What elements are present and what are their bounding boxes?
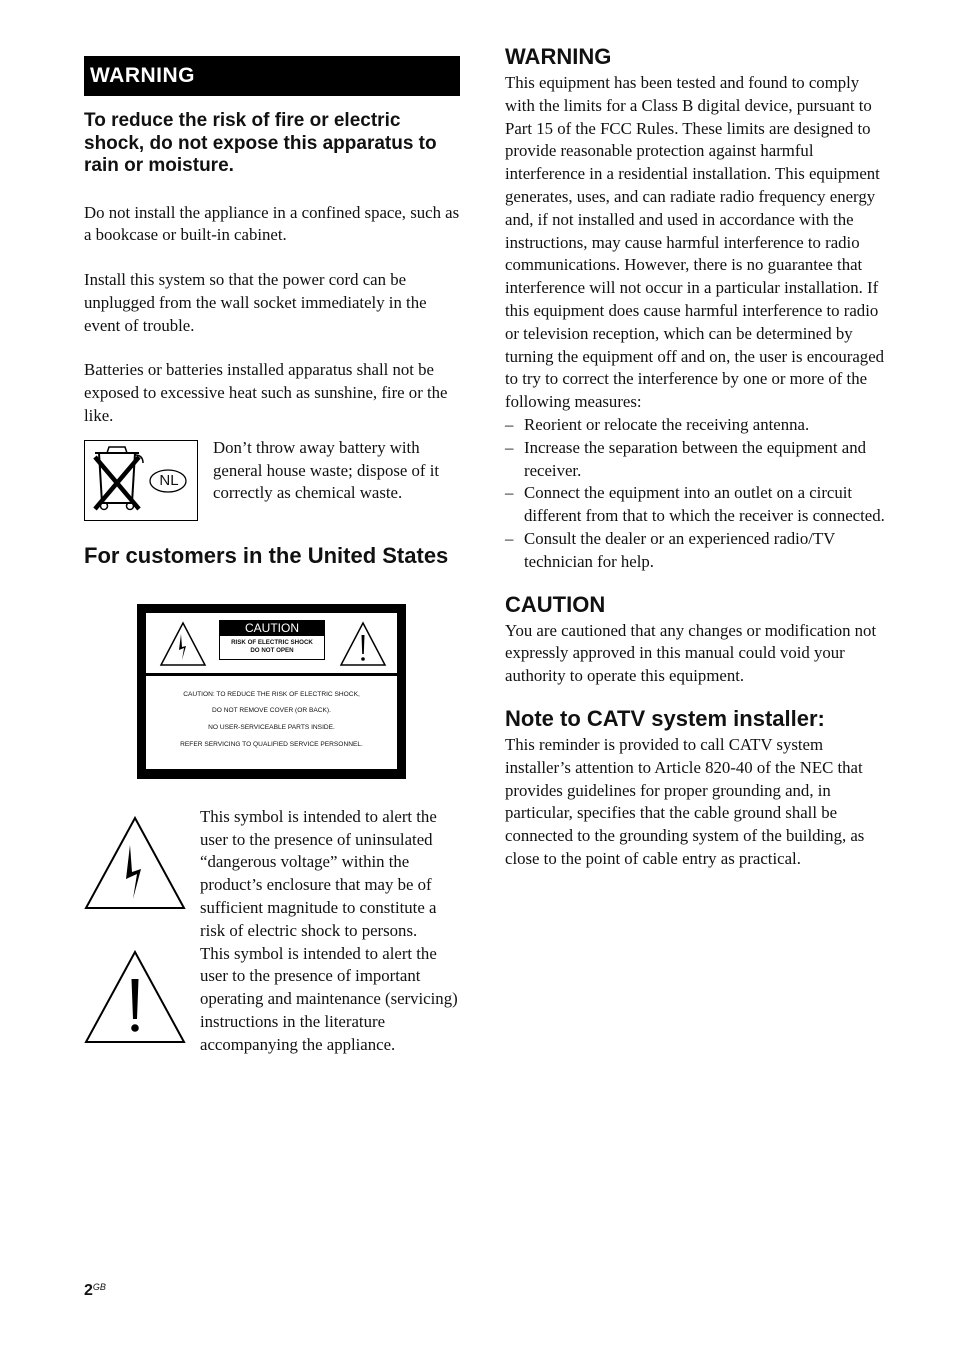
list-item: – Increase the separation between the equipment and receiver.	[505, 437, 866, 480]
caution-label-bottom	[145, 675, 398, 770]
para-batteries: Batteries or batteries installed apparatus shall not be exposed to excessive heat such as sunshine, fire or the like.	[84, 360, 448, 426]
right-column	[505, 44, 885, 871]
warning-bar: WARNING	[84, 56, 460, 96]
caution-label-sub1: RISK OF ELECTRIC SHOCK	[231, 638, 313, 646]
caution-label-line: DO NOT REMOVE COVER (OR BACK).	[212, 707, 331, 715]
caution-label-line: CAUTION: TO REDUCE THE RISK OF ELECTRIC SHOCK,	[183, 690, 360, 698]
catv-heading: Note to CATV system installer:	[505, 705, 825, 731]
list-item: – Consult the dealer or an experienced radio/TV technician for help.	[505, 528, 835, 571]
exclamation-triangle-icon	[338, 620, 388, 668]
battery-disposal	[84, 437, 460, 521]
caution-label-word: CAUTION	[220, 621, 324, 636]
lead-warning: To reduce the risk of fire or electric shock, do not expose this apparatus to rain or moisture.	[84, 110, 437, 176]
caution-text: You are cautioned that any changes or modification not expressly approved in this manual could void your authority to operate this equipment.	[505, 620, 877, 686]
caution-label-center	[219, 620, 325, 660]
caution-heading: CAUTION	[505, 591, 606, 617]
caution-label-line: NO USER-SERVICEABLE PARTS INSIDE.	[208, 724, 335, 732]
para-confined-space: Do not install the appliance in a confined space, such as a bookcase or built-in cabinet.	[84, 202, 460, 245]
interference-measures-list	[505, 414, 885, 574]
fcc-warning-heading: WARNING	[505, 44, 612, 69]
battery-disposal-text: Don’t throw away battery with general house waste; dispose of it correctly as chemical waste.	[213, 437, 440, 503]
bullet-dash: –	[505, 528, 514, 548]
page-number: $2^{GB}$	[84, 1282, 106, 1299]
fcc-warning-text: This equipment has been tested and found to comply with the limits for a Class B digital device, pursuant to Part 15 of the FCC Rules. These limits are designed to provide reasonable protection against harmful interference in a residential installation. This equipment generates, uses, and can radiate radio frequency energy and, if not installed and used in accordance with the instructions, may cause harmful interference to radio communications. However, there is no guarantee that interference will not occur in a particular installation. If this equipment does cause harmful interference to radio or television reception, which can be determined by turning the equipment off and on, the user is encouraged to try to correct the interference by one or more of the following measures:	[505, 73, 885, 412]
us-customers-heading: For customers in the United States	[84, 542, 449, 568]
caution-label-top	[145, 612, 398, 674]
list-item: – Reorient or relocate the receiving antenna.	[505, 414, 885, 437]
bullet-dash: –	[505, 437, 514, 457]
bullet-dash: –	[505, 414, 514, 434]
exclamation-symbol-text: This symbol is intended to alert the user to the presence of important operating and maintenance (servicing) instructions in the literature accompanying the appliance.	[200, 943, 458, 1054]
caution-label-sub2: DO NOT OPEN	[250, 646, 294, 654]
bullet-dash: –	[505, 483, 514, 503]
symbol-explanations	[84, 806, 460, 1057]
symbol-icons	[84, 809, 200, 1057]
caution-label-line: REFER SERVICING TO QUALIFIED SERVICE PERSONNEL.	[180, 740, 363, 748]
exclamation-triangle-icon	[84, 949, 186, 1045]
caution-label	[137, 604, 406, 779]
list-item: – Connect the equipment into an outlet on a circuit different from that to which the receiver is connected.	[505, 483, 885, 526]
lightning-symbol-text: This symbol is intended to alert the user to the presence of uninsulated “dangerous voltage” within the product’s enclosure that may be of sufficient magnitude to constitute a risk of electric shock to persons.	[200, 806, 437, 940]
catv-text: This reminder is provided to call CATV system installer’s attention to Article 820-40 of the NEC that provides guidelines for proper grounding and, in particular, specifies that the cable ground shall be connected to the grounding system of the building, as close to the point of cable entry as practical.	[505, 734, 865, 868]
lightning-triangle-icon	[158, 620, 208, 668]
battery-nl-label: NL	[159, 471, 179, 489]
lightning-triangle-icon	[84, 815, 186, 911]
para-power-cord: Install this system so that the power cord can be unplugged from the wall socket immediately in the event of trouble.	[84, 270, 427, 335]
battery-disposal-icon	[84, 440, 198, 521]
page-suffix: GB	[92, 1282, 106, 1292]
left-column	[84, 56, 460, 1057]
